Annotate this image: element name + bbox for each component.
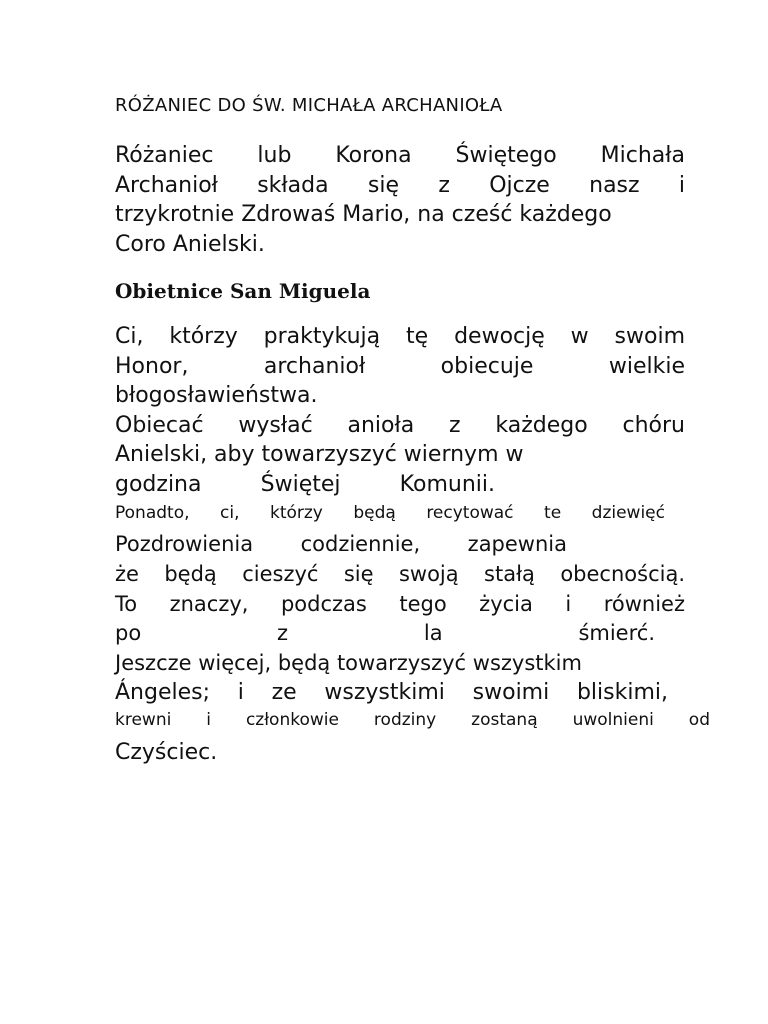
promises-subheading: Obietnice San Miguela [115,279,371,303]
body-line: po z la śmierć. [115,621,655,645]
body-line: Honor, archanioł obiecuje wielkie [115,354,685,379]
intro-line: Archanioł składa się z Ojcze nasz i [115,173,685,198]
intro-line: trzykrotnie Zdrowaś Mario, na cześć każdego [115,202,612,227]
body-line: Ci, którzy praktykują tę dewocję w swoim [115,324,685,349]
body-line: że będą cieszyć się swoją stałą obecnością. [115,562,685,586]
body-line: krewni i członkowie rodziny zostaną uwolnieni od [115,710,710,730]
document-title: RÓŻANIEC DO ŚW. MICHAŁA ARCHANIOŁA [115,95,503,116]
intro-line: Coro Anielski. [115,232,265,257]
intro-line: Różaniec lub Korona Świętego Michała [115,143,685,168]
body-line: godzina Świętej Komunii. [115,472,495,497]
body-line: Ponadto, ci, którzy będą recytować te dziewięć [115,503,665,523]
body-line: Ángeles; i ze wszystkimi swoimi bliskimi, [115,680,668,705]
body-line: To znaczy, podczas tego życia i również [115,592,685,616]
body-line: Obiecać wysłać anioła z każdego chóru [115,413,685,438]
body-line: błogosławieństwa. [115,383,318,408]
body-line: Pozdrowienia codziennie, zapewnia [115,532,567,556]
body-line: Jeszcze więcej, będą towarzyszyć wszystkim [115,651,582,675]
body-line: Czyściec. [115,740,218,765]
body-line: Anielski, aby towarzyszyć wiernym w [115,442,524,467]
